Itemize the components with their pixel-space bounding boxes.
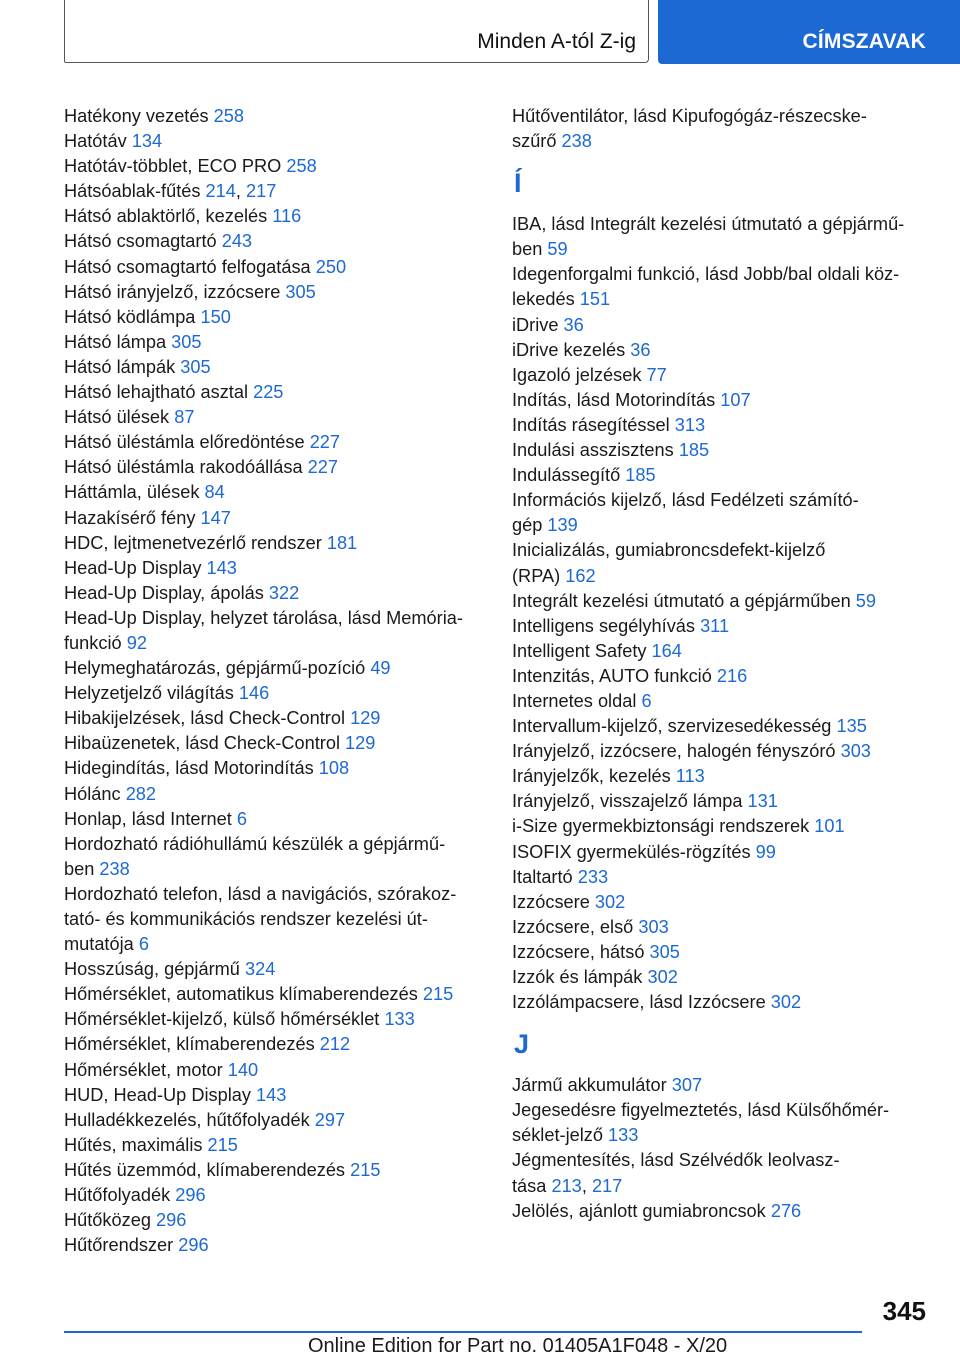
index-entry bbox=[64, 681, 484, 706]
index-entry-text: Izzócsere, első bbox=[512, 916, 634, 937]
index-entry-text: Intervallum-kijelző, szervizesedékesség bbox=[512, 716, 832, 737]
index-entry-text: Hátsó csomagtartó bbox=[64, 231, 217, 252]
page-link[interactable]: 227 bbox=[307, 457, 339, 478]
index-entry bbox=[512, 538, 932, 588]
index-entry-text: Jármű akkumulátor bbox=[512, 1075, 667, 1096]
index-entry-text: Hőmérséklet, automatikus klímaberendezés bbox=[64, 984, 418, 1005]
index-entry-text: Intenzitás, AUTO funkció bbox=[512, 665, 712, 686]
index-entry bbox=[64, 581, 484, 606]
footer-edition: Online Edition for Part no. 01405A1F048 - X/20 bbox=[308, 1335, 728, 1357]
page-link[interactable]: 214 bbox=[205, 181, 236, 202]
index-entry bbox=[512, 840, 932, 865]
index-entry-text: HDC, lejtmenetvezérlő rendszer bbox=[64, 532, 322, 553]
index-entry-text: Jelölés, ajánlott gumiabroncsok bbox=[512, 1200, 766, 1221]
page-link[interactable]: 107 bbox=[720, 389, 751, 410]
index-entry-text: HUD, Head-Up Display bbox=[64, 1084, 251, 1105]
index-entry bbox=[64, 1158, 484, 1183]
index-entry: Hátsóablak-fűtés 214, 217 bbox=[64, 181, 277, 202]
index-entry bbox=[64, 480, 484, 505]
index-entry-text: iDrive bbox=[512, 314, 559, 335]
index-entry bbox=[64, 129, 484, 154]
index-entry bbox=[64, 756, 484, 781]
page-link[interactable]: 276 bbox=[770, 1200, 802, 1221]
index-entry-text: Indítás rásegítéssel bbox=[512, 414, 670, 435]
index-entry-text: séklet-jelző bbox=[512, 1125, 603, 1146]
page-link[interactable]: 135 bbox=[836, 716, 867, 737]
page-number: 345 bbox=[882, 1296, 926, 1326]
page-link[interactable]: 302 bbox=[770, 992, 802, 1013]
index-entry-text: Információs kijelző, lásd Fedélzeti számító- bbox=[512, 490, 859, 511]
page-link[interactable]: 297 bbox=[314, 1109, 346, 1130]
index-entry-text: Hosszúság, gépjármű bbox=[64, 959, 240, 980]
index-entry bbox=[64, 255, 484, 280]
page-link[interactable]: 322 bbox=[268, 582, 300, 603]
page-link[interactable]: 143 bbox=[256, 1084, 287, 1105]
index-entry bbox=[64, 1133, 484, 1158]
index-entry bbox=[64, 229, 484, 254]
page-link[interactable]: 151 bbox=[579, 289, 611, 310]
index-entry-text: Hatékony vezetés bbox=[64, 106, 209, 126]
index-entry bbox=[64, 782, 484, 807]
index-entry-text: Igazoló jelzések bbox=[512, 364, 642, 385]
index-entry-text: Hűtés, maximális bbox=[64, 1134, 203, 1155]
page-link[interactable]: 303 bbox=[638, 916, 669, 937]
index-entry-text: Indulássegítő bbox=[512, 465, 621, 486]
index-column-left bbox=[64, 104, 484, 1258]
index-entry-text: Honlap, lásd Internet bbox=[64, 808, 232, 829]
index-column-right bbox=[512, 104, 932, 1224]
index-entry-text: Indulási asszisztens bbox=[512, 440, 674, 461]
index-entry-text: Irányjelző, izzócsere, halogén fényszóró bbox=[512, 741, 836, 762]
page-link[interactable]: 116 bbox=[272, 206, 302, 227]
index-entry bbox=[64, 1032, 484, 1057]
index-entry bbox=[512, 714, 932, 739]
index-entry-text: Hűtőrendszer bbox=[64, 1235, 174, 1256]
page-link[interactable]: 134 bbox=[131, 131, 163, 152]
index-entry-text: Head-Up Display, helyzet tárolása, lásd Memória- bbox=[64, 607, 463, 628]
index-entry-text: Hűtés üzemmód, klímaberendezés bbox=[64, 1159, 346, 1180]
index-entry bbox=[64, 330, 484, 355]
index-entry-text: Hatótáv bbox=[64, 131, 127, 152]
page-link[interactable]: 302 bbox=[647, 967, 678, 987]
page-link[interactable]: 129 bbox=[350, 708, 381, 729]
index-entry-text: mutatója bbox=[64, 934, 134, 955]
page-link[interactable]: 59 bbox=[855, 590, 876, 611]
page-link[interactable]: 217 bbox=[591, 1175, 623, 1196]
page-link[interactable]: 243 bbox=[221, 231, 253, 252]
index-entry-text: Italtartó bbox=[512, 866, 573, 887]
page-link[interactable]: 139 bbox=[547, 515, 578, 536]
page-link[interactable]: 133 bbox=[384, 1009, 415, 1030]
page-link[interactable]: 185 bbox=[678, 440, 710, 461]
index-entry bbox=[512, 262, 932, 312]
index-entry-text: Indítás, lásd Motorindítás bbox=[512, 389, 716, 410]
index-entry-text: Jegesedésre figyelmeztetés, lásd Külsőhőmér- bbox=[512, 1100, 890, 1121]
index-entry bbox=[64, 1083, 484, 1108]
page-link[interactable]: 6 bbox=[138, 934, 149, 955]
page-link[interactable]: 77 bbox=[646, 364, 667, 385]
index-entry bbox=[64, 1183, 484, 1208]
page-link[interactable]: 225 bbox=[253, 382, 284, 403]
index-entry bbox=[512, 313, 932, 338]
index-entry bbox=[512, 940, 932, 965]
page-link[interactable]: 92 bbox=[126, 632, 147, 653]
page-link[interactable]: 84 bbox=[204, 482, 225, 503]
index-entry-text: Hazakísérő fény bbox=[64, 507, 196, 528]
index-entry bbox=[64, 706, 484, 731]
index-entry-text: szűrő bbox=[512, 131, 557, 152]
index-entry-text: Hólánc bbox=[64, 783, 121, 804]
index-entry-text: Hátsóablak-fűtés bbox=[64, 181, 201, 202]
index-entry-text: funkció bbox=[64, 632, 122, 653]
header-section-box bbox=[64, 0, 649, 63]
page-link[interactable]: 147 bbox=[200, 507, 231, 528]
header-section-label: Minden A-tól Z-ig bbox=[477, 30, 636, 53]
page-link[interactable]: 212 bbox=[319, 1034, 351, 1055]
index-entry-text: Hátsó üléstámla rakodóállása bbox=[64, 457, 303, 478]
page-link[interactable]: 133 bbox=[608, 1125, 639, 1146]
index-entry bbox=[64, 204, 484, 229]
index-entry-text: Hátsó lehajtható asztal bbox=[64, 382, 249, 403]
page-link[interactable]: 296 bbox=[156, 1210, 187, 1231]
index-entry-text: Izzócsere bbox=[512, 891, 590, 912]
page-link[interactable]: 181 bbox=[326, 532, 358, 553]
index-entry-text: Hibakijelzések, lásd Check-Control bbox=[64, 708, 346, 729]
index-entry bbox=[64, 506, 484, 531]
index-entry-text: Irányjelzők, kezelés bbox=[512, 766, 671, 787]
index-entry-text: Hátsó irányjelző, izzócsere bbox=[64, 281, 281, 302]
page-link[interactable]: 250 bbox=[315, 256, 347, 277]
index-entry bbox=[512, 739, 932, 764]
index-entry bbox=[64, 957, 484, 982]
index-entry bbox=[64, 656, 484, 681]
page-link[interactable]: 305 bbox=[285, 281, 316, 302]
index-entry-text: (RPA) bbox=[512, 565, 561, 586]
page-link[interactable]: 129 bbox=[345, 733, 376, 754]
index-entry bbox=[512, 965, 932, 990]
index-entry-text: Internetes oldal bbox=[512, 690, 637, 711]
page-link[interactable]: 150 bbox=[200, 306, 231, 327]
index-entry bbox=[512, 639, 932, 664]
index-entry-text: Hatótáv-többlet, ECO PRO bbox=[64, 156, 282, 177]
index-entry bbox=[512, 789, 932, 814]
index-entry-text: IBA, lásd Integrált kezelési útmutató a gépjármű- bbox=[512, 214, 905, 235]
index-entry-text: Irányjelző, visszajelző lámpa bbox=[512, 791, 743, 812]
index-entry-text: ben bbox=[512, 239, 543, 260]
page-link[interactable]: 113 bbox=[675, 766, 705, 787]
page-link[interactable]: 303 bbox=[840, 741, 871, 762]
page-link[interactable]: 296 bbox=[175, 1185, 206, 1206]
index-entry bbox=[512, 890, 932, 915]
index-entry-text: Hátsó üléstámla előredöntése bbox=[64, 432, 305, 453]
page-link[interactable]: 164 bbox=[651, 640, 682, 661]
index-entry-text: i-Size gyermekbiztonsági rendszerek bbox=[512, 816, 810, 837]
index-entry-text: Head-Up Display bbox=[64, 557, 202, 578]
index-entry bbox=[512, 438, 932, 463]
index-entry bbox=[512, 413, 932, 438]
page-link[interactable]: 324 bbox=[244, 959, 276, 980]
index-entry bbox=[512, 463, 932, 488]
header-tab-cimszavak[interactable] bbox=[658, 0, 960, 64]
page-link[interactable]: 36 bbox=[563, 314, 584, 335]
index-entry bbox=[64, 531, 484, 556]
page-link[interactable]: 59 bbox=[547, 239, 568, 260]
index-entry-text: Izzócsere, hátsó bbox=[512, 941, 645, 962]
index-entry bbox=[512, 814, 932, 839]
index-entry-text: Hőmérséklet-kijelző, külső hőmérséklet bbox=[64, 1009, 380, 1030]
index-entry bbox=[64, 380, 484, 405]
index-entry bbox=[512, 1098, 932, 1148]
index-entry bbox=[512, 865, 932, 890]
page-link[interactable]: 131 bbox=[747, 791, 778, 812]
index-entry-text: Hidegindítás, lásd Motorindítás bbox=[64, 758, 314, 779]
page-link[interactable]: 101 bbox=[814, 816, 845, 837]
index-entry-text: Hűtőközeg bbox=[64, 1210, 151, 1231]
page-link[interactable]: 6 bbox=[236, 808, 248, 829]
index-entry bbox=[64, 405, 484, 430]
index-entry bbox=[512, 990, 932, 1015]
index-entry bbox=[512, 104, 932, 154]
page-link[interactable]: 99 bbox=[755, 841, 776, 862]
index-entry bbox=[64, 154, 484, 179]
index-entry bbox=[64, 982, 484, 1007]
page-link[interactable]: 215 bbox=[422, 984, 454, 1005]
index-entry-text: Helyzetjelző világítás bbox=[64, 683, 234, 704]
index-entry-text: Hátsó ködlámpa bbox=[64, 306, 196, 327]
page-link[interactable]: 87 bbox=[174, 407, 195, 428]
page-link[interactable]: 233 bbox=[577, 866, 609, 887]
index-entry bbox=[64, 455, 484, 480]
index-entry-text: Intelligens segélyhívás bbox=[512, 615, 695, 636]
index-entry bbox=[64, 731, 484, 756]
page-link[interactable]: 258 bbox=[286, 156, 317, 177]
page-link[interactable]: 238 bbox=[561, 131, 592, 152]
index-entry bbox=[64, 606, 484, 656]
index-entry-text: Integrált kezelési útmutató a gépjárműben bbox=[512, 590, 851, 611]
index-entry bbox=[64, 882, 484, 957]
page-link[interactable]: 296 bbox=[178, 1235, 209, 1256]
index-entry: Jégmentesítés, lásd Szélvédők leolvasz- tása 213, 217 bbox=[512, 1150, 840, 1196]
page-link[interactable]: 49 bbox=[370, 658, 391, 679]
section-letter: Í bbox=[514, 168, 522, 199]
index-entry-text: Hűtőfolyadék bbox=[64, 1185, 171, 1206]
index-entry bbox=[64, 280, 484, 305]
index-entry bbox=[512, 1073, 932, 1098]
index-entry bbox=[64, 832, 484, 882]
page-link[interactable]: 146 bbox=[238, 683, 270, 704]
index-entry bbox=[64, 556, 484, 581]
index-entry bbox=[64, 1208, 484, 1233]
page-link[interactable]: 302 bbox=[594, 891, 626, 912]
page-link[interactable]: 215 bbox=[207, 1134, 238, 1155]
index-entry bbox=[512, 388, 932, 413]
footer-divider bbox=[64, 1331, 862, 1333]
index-entry bbox=[512, 363, 932, 388]
index-entry-text: Hordozható rádióhullámú készülék a gépjármű- bbox=[64, 833, 446, 854]
index-entry-text: Hátsó ülések bbox=[64, 407, 170, 428]
index-entry-text: Izzók és lámpák bbox=[512, 967, 643, 987]
index-entry bbox=[64, 1233, 484, 1258]
page-link[interactable]: 305 bbox=[180, 356, 211, 377]
index-entry-text: Idegenforgalmi funkció, lásd Jobb/bal oldali köz- bbox=[512, 264, 900, 285]
page-link[interactable]: 213 bbox=[551, 1175, 582, 1196]
page-link[interactable]: 282 bbox=[125, 783, 157, 804]
index-entry-text: Hátsó csomagtartó felfogatása bbox=[64, 256, 311, 277]
index-entry bbox=[512, 614, 932, 639]
header-tab-label: CÍMSZAVAK bbox=[802, 30, 926, 53]
page-link[interactable]: 162 bbox=[565, 565, 596, 586]
index-entry bbox=[512, 915, 932, 940]
index-entry bbox=[64, 807, 484, 832]
index-entry-text: Head-Up Display, ápolás bbox=[64, 582, 264, 603]
index-entry-text: Intelligent Safety bbox=[512, 640, 647, 661]
index-entry bbox=[512, 689, 932, 714]
page-link[interactable]: 217 bbox=[246, 181, 277, 202]
page-link[interactable]: 36 bbox=[630, 339, 651, 360]
index-entry bbox=[512, 212, 932, 262]
page-link[interactable]: 305 bbox=[649, 941, 680, 962]
index-entry-text: Háttámla, ülések bbox=[64, 482, 200, 503]
page-link[interactable]: 108 bbox=[318, 758, 350, 779]
page-link[interactable]: 143 bbox=[206, 557, 237, 578]
index-entry bbox=[64, 1007, 484, 1032]
index-entry-text: Hátsó lámpa bbox=[64, 331, 167, 352]
index-entry bbox=[64, 1108, 484, 1133]
index-entry bbox=[64, 305, 484, 330]
index-entry bbox=[64, 430, 484, 455]
index-entry bbox=[512, 764, 932, 789]
index-entry bbox=[512, 488, 932, 538]
page-link[interactable]: 307 bbox=[671, 1075, 703, 1096]
index-entry-text: Hűtőventilátor, lásd Kipufogógáz-részecske- bbox=[512, 106, 867, 126]
section-letter: J bbox=[514, 1029, 530, 1060]
index-entry-text: Jégmentesítés, lásd Szélvédők leolvasz- bbox=[512, 1150, 840, 1171]
page-link[interactable]: 258 bbox=[213, 106, 244, 126]
index-entry bbox=[512, 1199, 932, 1224]
index-entry-text: ben bbox=[64, 858, 95, 879]
index-entry-text: Inicializálás, gumiabroncsdefekt-kijelző bbox=[512, 540, 826, 561]
page-link[interactable]: 6 bbox=[641, 690, 652, 711]
index-entry-text: Izzólámpacsere, lásd Izzócsere bbox=[512, 992, 766, 1013]
index-entry-text: tató- és kommunikációs rendszer kezelési út- bbox=[64, 909, 428, 929]
index-entry-text: Hordozható telefon, lásd a navigációs, szórakoz- bbox=[64, 883, 457, 904]
index-entry-text: iDrive kezelés bbox=[512, 339, 626, 360]
index-entry-text: ISOFIX gyermekülés-rögzítés bbox=[512, 841, 751, 862]
index-entry bbox=[512, 664, 932, 689]
page-link[interactable]: 238 bbox=[99, 858, 130, 879]
page-link[interactable]: 185 bbox=[625, 465, 656, 486]
index-entry-text: lekedés bbox=[512, 289, 575, 310]
index-entry-text: Hátsó lámpák bbox=[64, 356, 176, 377]
page-link[interactable]: 305 bbox=[171, 331, 202, 352]
page-link[interactable]: 311 bbox=[700, 615, 730, 636]
page-link[interactable]: 227 bbox=[309, 432, 341, 453]
page-link[interactable]: 216 bbox=[716, 665, 748, 686]
page-link[interactable]: 215 bbox=[350, 1159, 381, 1180]
index-entry-text: Hőmérséklet, klímaberendezés bbox=[64, 1034, 315, 1055]
index-entry-text: Hibaüzenetek, lásd Check-Control bbox=[64, 733, 340, 754]
index-entry-text: Helymeghatározás, gépjármű-pozíció bbox=[64, 658, 366, 679]
index-entry-text: Hőmérséklet, motor bbox=[64, 1059, 223, 1080]
index-entry bbox=[64, 355, 484, 380]
index-entry bbox=[512, 589, 932, 614]
index-entry-text: Hulladékkezelés, hűtőfolyadék bbox=[64, 1109, 310, 1130]
page-link[interactable]: 313 bbox=[674, 414, 706, 435]
index-entry-text: gép bbox=[512, 515, 543, 536]
index-entry bbox=[64, 1058, 484, 1083]
page-link[interactable]: 140 bbox=[227, 1059, 259, 1080]
index-entry bbox=[512, 338, 932, 363]
index-entry-text: tása bbox=[512, 1175, 547, 1196]
index-entry bbox=[64, 104, 484, 129]
index-entry-text: Hátsó ablaktörlő, kezelés bbox=[64, 206, 268, 227]
